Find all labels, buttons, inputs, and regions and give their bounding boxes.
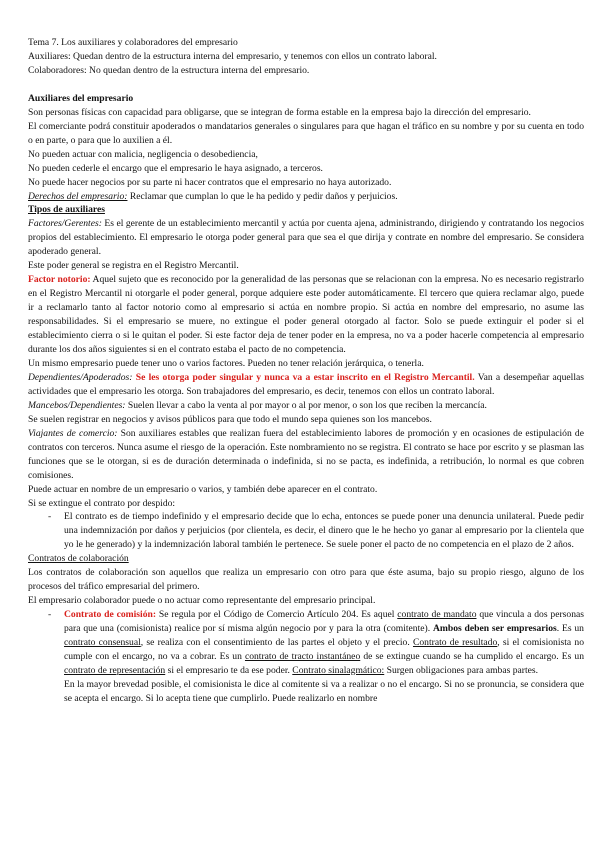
auxiliares-rule-2: No pueden cederle el encargo que el empresario le haya asignado, a terceros. bbox=[28, 162, 323, 174]
factores-paragraph bbox=[28, 217, 584, 259]
auxiliares-rule-3: No puede hacer negocios por su parte ni hacer contratos que el empresario no haya autorizado. bbox=[28, 176, 392, 188]
comision-list-item bbox=[28, 608, 584, 706]
comision-text-6: de se extingue cuando se ha cumplido el encargo. Es un bbox=[360, 650, 584, 662]
auxiliares-definition: Auxiliares: Quedan dentro de la estructura interna del empresario, y tenemos con ellos un contrato laboral. bbox=[28, 50, 437, 62]
comision-text-7: si el empresario te da ese poder. bbox=[165, 664, 293, 676]
auxiliares-heading: Auxiliares del empresario bbox=[28, 92, 134, 104]
list-bullet: - bbox=[48, 511, 52, 523]
auxiliares-rule-1: No pueden actuar con malicia, negligencia o desobediencia, bbox=[28, 148, 258, 160]
comision-label: Contrato de comisión: bbox=[64, 609, 157, 621]
comision-text-1: Se regula por el Código de Comercio Artículo 204. Es aquel bbox=[156, 609, 398, 621]
derechos-text: Reclamar que cumplan lo que le ha pedido y pedir daños y perjuicios. bbox=[127, 190, 398, 202]
resultado-term: Contrato de resultado bbox=[412, 637, 498, 649]
document-title: Tema 7. Los auxiliares y colaboradores del empresario bbox=[28, 37, 238, 48]
dependientes-label: Dependientes/Apoderados: bbox=[28, 371, 133, 383]
viajantes-paragraph bbox=[28, 427, 584, 483]
comision-text-2: que vincula a dos personas para que una (comisionista) realice por sí misma algún negocio por y para la otra (comitente). bbox=[64, 609, 584, 635]
dependientes-paragraph bbox=[28, 371, 584, 399]
derechos-label: Derechos del empresario: bbox=[28, 190, 128, 202]
comision-text-4: , se realiza con el consentimiento de las partes el objeto y el precio. bbox=[140, 637, 413, 649]
dependientes-text: Van a desempeñar aquellas actividades que el empresario les otorga. Son trabajadores del empresario, es decir, tenemos con ellos un contrato laboral. bbox=[28, 371, 584, 397]
despido-list-item bbox=[28, 510, 584, 552]
registro-paragraph: Este poder general se registra en el Registro Mercantil. bbox=[28, 260, 239, 272]
mancebos-text: Suelen llevar a cabo la venta al por mayor o al por menor, o son los que reciben la mercancía. bbox=[125, 399, 487, 411]
consensual-term: contrato consensual bbox=[64, 637, 141, 649]
factor-notorio-paragraph bbox=[28, 273, 584, 357]
factor-notorio-label: Factor notorio: bbox=[28, 274, 91, 286]
auxiliares-paragraph-2: El comerciante podrá constituir apoderados o mandatarios generales o singulares para que hagan el tráfico en su nombre y por su cuenta en todo o en parte, o para que lo auxilien a él. bbox=[28, 120, 584, 146]
document-page bbox=[28, 36, 584, 706]
tipos-heading: Tipos de auxiliares bbox=[28, 204, 105, 216]
derechos-paragraph bbox=[28, 190, 584, 204]
spacer bbox=[28, 78, 584, 92]
list-bullet: - bbox=[48, 609, 52, 621]
ambos-empresarios: Ambos deben ser empresarios bbox=[432, 623, 557, 635]
comision-text-5: , si el comisionista no cumple con el encargo, no va a cobrar. Es un bbox=[64, 637, 584, 662]
mancebos-registro-paragraph: Se suelen registrar en negocios y avisos públicos para que todo el mundo sepa quienes son los mancebos. bbox=[28, 413, 432, 425]
representacion-term: contrato de representación bbox=[64, 664, 166, 676]
viajantes-text: Son auxiliares estables que realizan fuera del establecimiento labores de promoción y en ocasiones de estipulación de contratos con terceros. Nunca asume el riesgo de la operación. Este nombramiento no se registra. El contrato se hace por escrito y se plasman las funciones que se le otorgan, si es de duración determinada o indefinida, si no se pacta, es indefinida, a retribución, lo normal es que cobren comisiones. bbox=[28, 427, 584, 481]
viajantes-label: Viajantes de comercio: bbox=[28, 427, 118, 439]
contratos-paragraph-1: Los contratos de colaboración son aquellos que realiza un empresario con otro para que éste asuma, bajo su propio riesgo, alguno de los procesos del tráfico empresarial del primero. bbox=[28, 567, 584, 593]
comision-paragraph-2: En la mayor brevedad posible, el comisionista le dice al comitente si va a realizar o no el encargo. Si no se pronuncia, se considera que se acepta el encargo. Si lo acepta tiene que cumplirlo. Puede realizarlo en nombre bbox=[64, 678, 584, 704]
dependientes-highlight: Se les otorga poder singular y nunca va a estar inscrito en el Registro Mercantil. bbox=[132, 371, 475, 383]
comision-text-3: . Es un bbox=[556, 623, 584, 635]
tracto-term: contrato de tracto instantáneo bbox=[244, 650, 361, 662]
contratos-paragraph-2: El empresario colaborador puede o no actuar como representante del empresario principal. bbox=[28, 595, 376, 607]
factores-text: Es el gerente de un establecimiento mercantil y actúa por cuenta ajena, administrando, dirigiendo y contratando los negocios propios del establecimiento. El empresario le otorga poder general para que sea el que dirija y contrate en nombre del empresario. Se considera apoderado general. bbox=[28, 218, 584, 258]
comision-paragraph bbox=[64, 608, 584, 678]
varios-factores-paragraph: Un mismo empresario puede tener uno o varios factores. Pueden no tener relación jerárquica, o tenerla. bbox=[28, 357, 424, 369]
sinalagmatico-term: Contrato sinalagmático: bbox=[292, 664, 385, 676]
extincion-paragraph: Si se extingue el contrato por despido: bbox=[28, 497, 176, 509]
colaboradores-definition: Colaboradores: No quedan dentro de la estructura interna del empresario. bbox=[28, 64, 310, 76]
factores-label: Factores/Gerentes: bbox=[28, 218, 102, 230]
despido-text: El contrato es de tiempo indefinido y el empresario decide que lo echa, entonces se puede poner una denuncia unilateral. Puede pedir una indemnización por daños y perjuicios (por clientela, es decir, el dinero que le he hecho yo ganar al empresario por la clientela que yo le he generado) y la indemnización laboral también le pertenece. Se suele poner el pacto de no competencia en el plazo de 2 años. bbox=[64, 511, 584, 551]
puede-actuar-paragraph: Puede actuar en nombre de un empresario o varios, y también debe aparecer en el contrato. bbox=[28, 483, 378, 495]
auxiliares-paragraph-1: Son personas físicas con capacidad para obligarse, que se integran de forma estable en la empresa bajo la dirección del empresario. bbox=[28, 106, 531, 118]
contratos-heading: Contratos de colaboración bbox=[28, 553, 129, 565]
comision-text-8: Surgen obligaciones para ambas partes. bbox=[384, 664, 539, 676]
mandato-term: contrato de mandato bbox=[397, 609, 477, 621]
mancebos-label: Mancebos/Dependientes: bbox=[28, 399, 126, 411]
mancebos-paragraph bbox=[28, 399, 584, 413]
factor-notorio-text: Aquel sujeto que es reconocido por la generalidad de las personas que se relacionan con la empresa. No es necesario registrarlo en el Registro Mercantil ni otorgarle el poder general, porque adquiere este poder automáticamente. El tercero que quiera reclamar algo, puede ir a reclamarlo tanto al factor notorio como al empresario si actúa en nombre propio. Si actúa en nombre del empresario, no asume las responsabilidades. Si el empresario se muere, no extingue el poder general otorgado al factor. Solo se puede extinguir el poder si el establecimiento cierra o si le quitan el poder. Si este factor deja de tener poder en la empresa, no va a poder hacerle competencia al empresario durante los dos años siguientes si en el contrato estaba el pacto de no competencia. bbox=[28, 274, 584, 356]
